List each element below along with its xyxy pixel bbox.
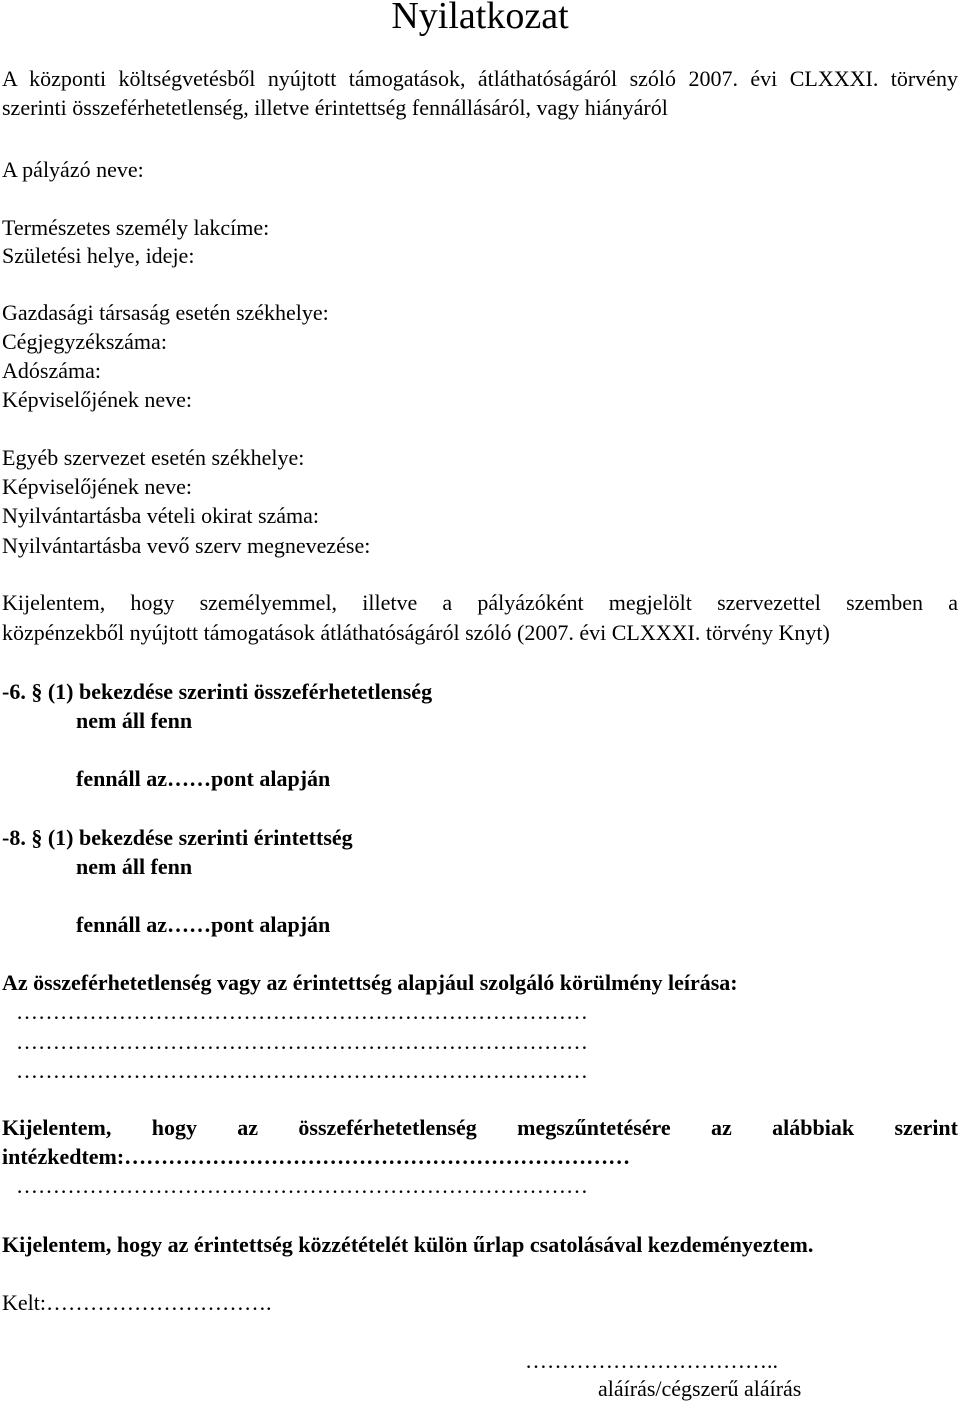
field-registration-doc-no: Nyilvántartásba vételi okirat száma: [2, 503, 320, 528]
field-company-seat: Gazdasági társaság esetén székhelye: [2, 300, 329, 325]
signature-line[interactable]: …………………………….. [525, 1348, 778, 1373]
publication-statement: Kijelentem, hogy az érintettség közzétételét külön űrlap csatolásával kezdeményeztem. [2, 1232, 814, 1257]
subtitle-line-1: A központi költségvetésből nyújtott támogatások, átláthatóságáról szóló 2007. évi CLXXXI. törvény [2, 66, 958, 91]
field-natural-person-address: Természetes személy lakcíme: [2, 215, 270, 240]
section-6-option-exists[interactable]: fennáll az……pont alapján [76, 766, 331, 791]
measures-blank-line[interactable]: …………………………………………………………………… [16, 1173, 588, 1198]
page-title: Nyilatkozat [391, 0, 569, 37]
circumstance-blank-line-1[interactable]: …………………………………………………………………… [16, 999, 588, 1024]
declaration-line-2: közpénzekből nyújtott támogatások átláthatóságáról szóló (2007. évi CLXXXI. törvény Knyt) [2, 620, 830, 645]
circumstance-blank-line-2[interactable]: …………………………………………………………………… [16, 1029, 588, 1054]
field-other-org-seat: Egyéb szervezet esetén székhelye: [2, 445, 305, 470]
signature-label: aláírás/cégszerű aláírás [598, 1376, 802, 1401]
field-other-org-representative: Képviselőjének neve: [2, 474, 192, 499]
field-birth-place-date: Születési helye, ideje: [2, 243, 195, 268]
subtitle-line-2: szerinti összeférhetetlenség, illetve érintettség fennállásáról, vagy hiányáról [2, 95, 668, 120]
field-registering-body: Nyilvántartásba vevő szerv megnevezése: [2, 533, 371, 558]
section-6-heading: -6. § (1) bekezdése szerinti összeférhetetlenség [2, 679, 433, 704]
field-company-reg-no: Cégjegyzékszáma: [2, 329, 167, 354]
circumstance-blank-line-3[interactable]: …………………………………………………………………… [16, 1058, 588, 1083]
field-applicant-name: A pályázó neve: [2, 157, 144, 182]
declaration-line-1: Kijelentem, hogy személyemmel, illetve a pályázóként megjelölt szervezettel szemben a [2, 590, 958, 615]
dated-field[interactable]: Kelt:…………………………. [2, 1290, 272, 1315]
section-8-option-not-exists[interactable]: nem áll fenn [76, 854, 193, 879]
circumstance-label: Az összeférhetetlenség vagy az érintettség alapjául szolgáló körülmény leírása: [2, 970, 738, 995]
section-6-option-not-exists[interactable]: nem áll fenn [76, 708, 193, 733]
field-tax-no: Adószáma: [2, 358, 101, 383]
measures-line-2[interactable]: intézkedtem:…………………………………………………………… [2, 1144, 631, 1169]
measures-line-1: Kijelentem, hogy az összeférhetetlenség megszűntetésére az alábbiak szerint [2, 1115, 958, 1140]
field-company-representative: Képviselőjének neve: [2, 387, 192, 412]
section-8-heading: -8. § (1) bekezdése szerinti érintettség [2, 825, 353, 850]
section-8-option-exists[interactable]: fennáll az……pont alapján [76, 912, 331, 937]
